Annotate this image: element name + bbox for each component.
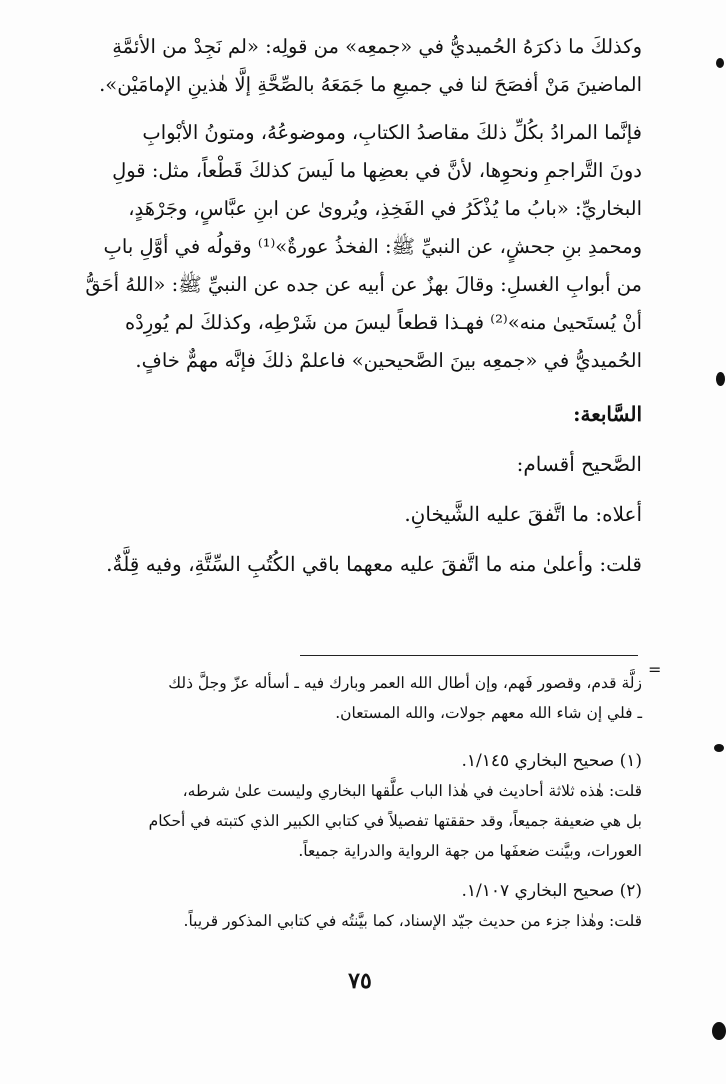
ink-blot [712, 1022, 726, 1040]
footnote-separator [300, 655, 638, 656]
footnote-1 [60, 746, 642, 866]
body-line: فإنَّما المرادُ بكُلِّ ذلكَ مقاصدُ الكتابِ، وموضوعُهُ، ومتونُ الأبْوابِ [142, 121, 642, 144]
body-line: الحُميديُّ في «جمعِه بينَ الصَّحيحين» فاعلمْ ذلكَ فإنَّه مهمٌّ خافٍ. [135, 349, 642, 372]
footnote-continuation [60, 668, 642, 728]
body-line: الماضينَ مَنْ أفصَحَ لنا في جميعِ ما جَمَعَهُ بالصِّحَّةِ إلَّا هٰذينِ الإمامَيْن». [99, 73, 642, 96]
footnote-line: بل هي ضعيفة جميعاً، وقد حققتها تفصيلاً في كتابي الكبير الذي كتبته في أحكام [148, 812, 642, 830]
body-line: أعلاه: ما اتَّفقَ عليه الشَّيخانِ. [404, 502, 642, 526]
footnote-line: قلت: وهٰذا جزء من حديث جيّد الإسناد، كما بيَّنتُه في كتابي المذكور قريباً. [183, 912, 642, 930]
page-number: ٧٥ [348, 968, 372, 994]
body-line: قلت: وأعلىٰ منه ما اتَّفقَ عليه معهما باقي الكُتُبِ السِّتَّةِ، وفيه قِلَّةٌ. [106, 552, 642, 576]
footnote-line: زلَّة قدم، وقصور فَهم، وإن أطال الله العمر وبارك فيه ـ أسأله عزّ وجلَّ ذلك [168, 674, 642, 692]
main-text [60, 28, 642, 584]
footnote-continuation-marker: = [648, 660, 662, 679]
body-line: وكذلكَ ما ذكرَهُ الحُميديُّ في «جمعِه» من قولِه: «لم نَجِدْ من الأئمَّةِ [112, 35, 642, 58]
ink-blot [716, 372, 725, 386]
footnote-line: ـ فلي إن شاء الله معهم جولات، والله المستعان. [335, 704, 642, 722]
ink-blot [716, 58, 724, 68]
ink-blot [714, 744, 724, 752]
body-line: أنْ يُستَحيىٰ منه»⁽²⁾ فهـذا قطعاً ليسَ من شَرْطِه، وكذلكَ لم يُورِدْه [124, 311, 642, 334]
body-line: دونَ التَّراجمِ ونحوِها، لأنَّ في بعضِها ما لَيسَ كذلكَ قَطْعاً، مثل: قولِ [112, 159, 642, 182]
body-line: من أبوابِ الغسلِ: وقالَ بهزٌ عن أبيه عن جده عن النبيِّ ﷺ: «اللهُ أحَقُّ [85, 273, 642, 296]
section-heading: السَّابعة: [573, 402, 642, 426]
body-line: ومحمدِ بنِ جحشٍ، عن النبيِّ ﷺ: الفخذُ عورةٌ»⁽¹⁾ وقولُه في أوَّلِ بابِ [103, 235, 642, 258]
footnote-2 [60, 876, 642, 936]
body-line: الصَّحيح أقسام: [516, 452, 642, 476]
footnote-2-head: (٢) صحيح البخاري ١/١٠٧. [461, 881, 642, 901]
footnote-1-head: (١) صحيح البخاري ١/١٤٥. [461, 751, 642, 771]
body-line: البخاريِّ: «بابُ ما يُذْكَرُ في الفَخِذِ، ويُروىٰ عن ابنِ عبَّاسٍ، وجَرْهَدٍ، [128, 197, 642, 220]
footnote-line: العورات، وبيَّنت ضعفَها من جهة الرواية والدراية جميعاً. [298, 842, 642, 860]
footnote-line: قلت: هٰذه ثلاثة أحاديث في هٰذا الباب علَّقها البخاري وليست علىٰ شرطه، [182, 782, 642, 800]
